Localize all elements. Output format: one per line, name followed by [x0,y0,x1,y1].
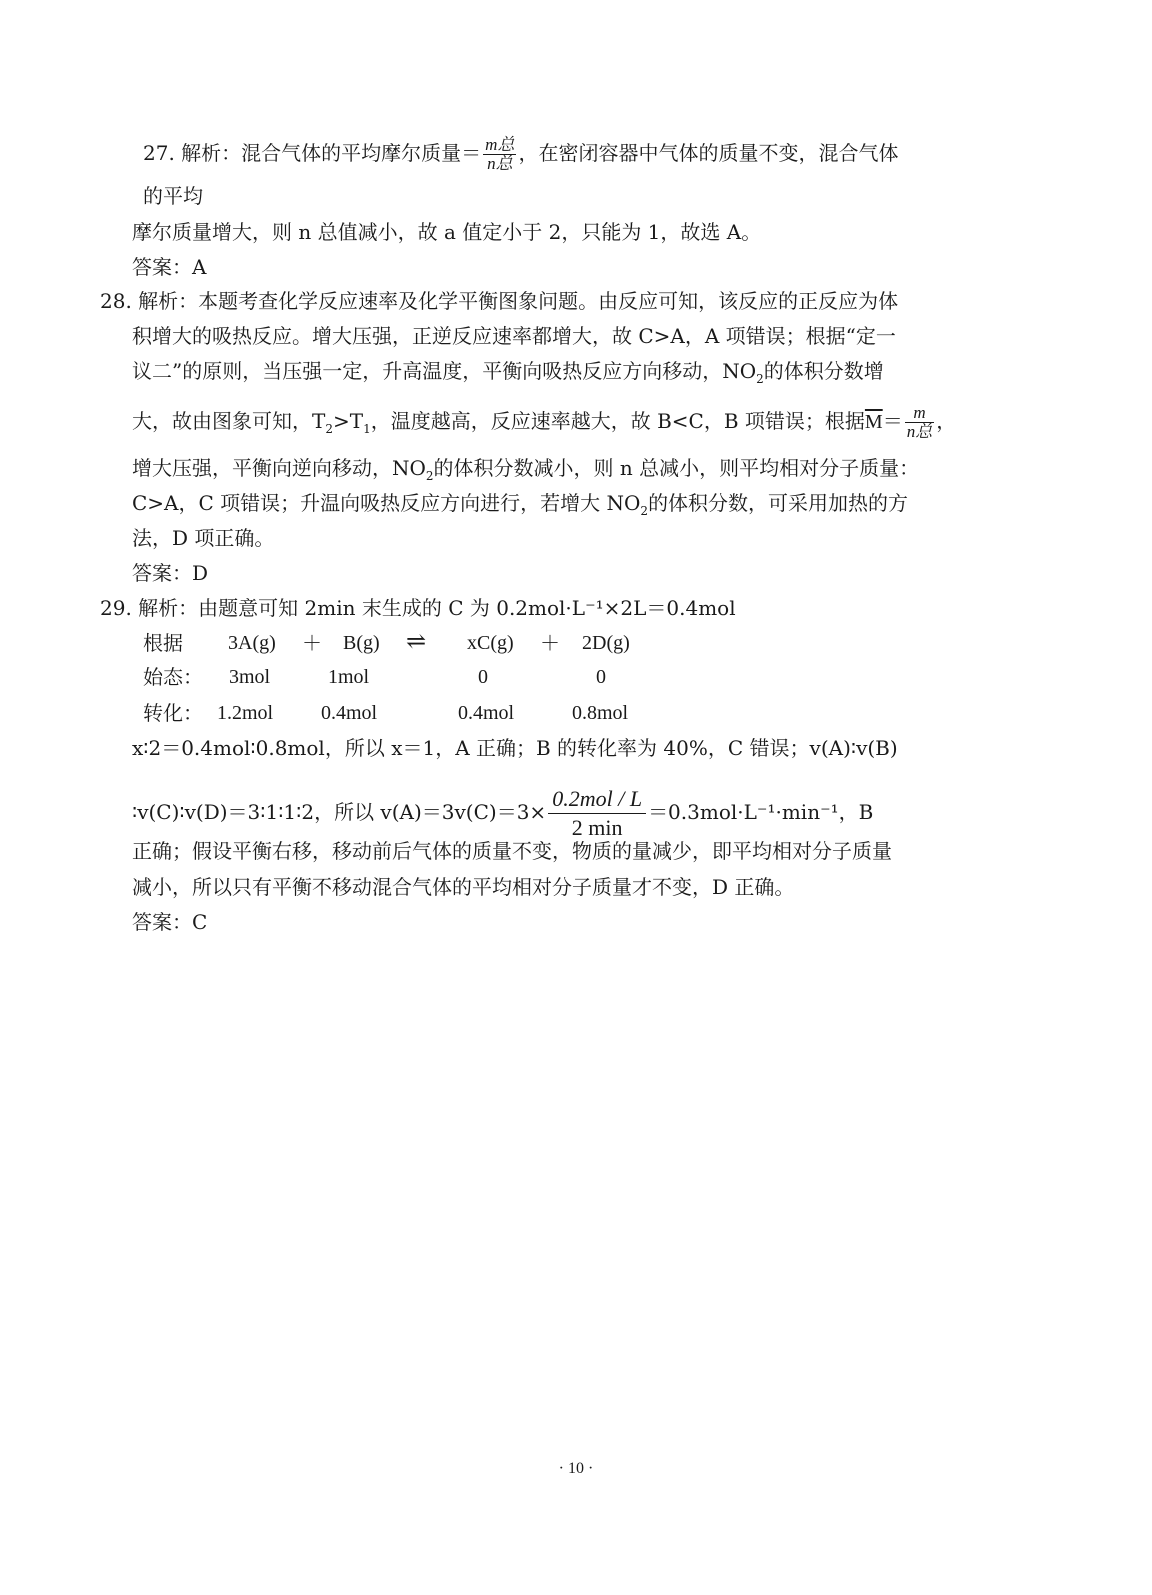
q28-line-7: 法，D 项正确。 [132,526,275,550]
q28-line-5: 增大压强，平衡向逆向移动，$NO_2$的体积分数减小，则 n 总减小，则平均相对分子质量： [132,456,920,483]
reactant-a: 3A(g) [228,632,276,654]
q27-line-1 [143,136,898,173]
table-label-basis: 根据 [143,631,183,655]
q27-line-3: 摩尔质量增大，则 n 总值减小，故 a 值定小于 2，只能为 1，故选 A。 [132,220,762,244]
reactant-b: B(g) [343,632,380,654]
q28-line-1: 28. 解析：本题考查化学反应速率及化学平衡图象问题。由反应可知，该反应的正反应为体 [100,289,899,313]
q29-answer: 答案：C [132,910,208,934]
equilibrium-arrow-icon: ⇌ [406,627,427,655]
q29-line-5: 减小，所以只有平衡不移动混合气体的平均相对分子质量才不变，D 正确。 [132,875,795,899]
q28-line-3: 议二”的原则，当压强一定，升高温度，平衡向吸热反应方向移动，$NO_2$的体积分数增 [132,359,884,386]
q29-line-3: ∶v(C)∶v(D)＝3∶1∶1∶2，所以 v(A)＝3v(C)＝3× $\frac{\text{0.2mol / L}}{2 \min}$ ＝0.3mol·L⁻¹·min⁻¹，B [132,786,874,840]
table-label-change: 转化： [143,701,203,725]
product-c: xC(g) [467,632,514,654]
initial-d: 0 [596,666,606,688]
fraction-m-over-n: $\frac{m}{\text{n总}}$ [906,403,933,441]
initial-c: 0 [478,666,488,688]
table-label-initial: 始态： [143,665,203,689]
q27-answer: 答案：A [132,255,207,279]
q29-line-1: 29. 解析：由题意可知 2min 末生成的 C 为 0.2mol·L⁻¹×2L＝0.4mol [100,596,736,620]
q28-line-4: 大，故由图象可知，$T_2>T_1$，温度越高，反应速率越大，故 B<C，B 项错误；根据$\overline{M}=$ $\frac{m}{\text{n总}}$ ， [132,403,957,441]
q29-line-4: 正确；假设平衡右移，移动前后气体的质量不变，物质的量减少，即平均相对分子质量 [132,839,892,863]
fraction-m-over-n: $\frac{\text{m总}}{\text{n总}}$ [485,135,515,173]
product-d: 2D(g) [582,632,630,654]
q28-line-6: C>A，C 项错误；升温向吸热反应方向进行，若增大 $NO_2$的体积分数，可采用加热的方 [132,491,909,518]
initial-b: 1mol [328,666,370,688]
q27-text: 27. 解析：混合气体的平均摩尔质量＝ [143,141,482,165]
page-number: · 10 · [558,1460,594,1477]
initial-a: 3mol [229,666,271,688]
q28-line-2: 积增大的吸热反应。增大压强，正逆反应速率都增大，故 C>A，A 项错误；根据“定一 [132,324,896,348]
plus-sign: ＋ [302,631,322,655]
change-d: 0.8mol [572,702,629,724]
q27-line-2: 的平均 [143,184,203,208]
change-a: 1.2mol [217,702,274,724]
fraction-rate: $\frac{\text{0.2mol / L}}{2 \min}$ [548,785,646,842]
q29-line-2: x∶2＝0.4mol∶0.8mol，所以 x＝1，A 正确；B 的转化率为 40%，C 错误；v(A)∶v(B) [132,736,898,760]
change-c: 0.4mol [458,702,515,724]
q27-text: ，在密闭容器中气体的质量不变，混合气体 [518,141,899,165]
m-bar-symbol: $\overline{M}$ [864,411,883,433]
q28-answer: 答案：D [132,561,209,585]
change-b: 0.4mol [321,702,378,724]
plus-sign: ＋ [540,631,560,655]
